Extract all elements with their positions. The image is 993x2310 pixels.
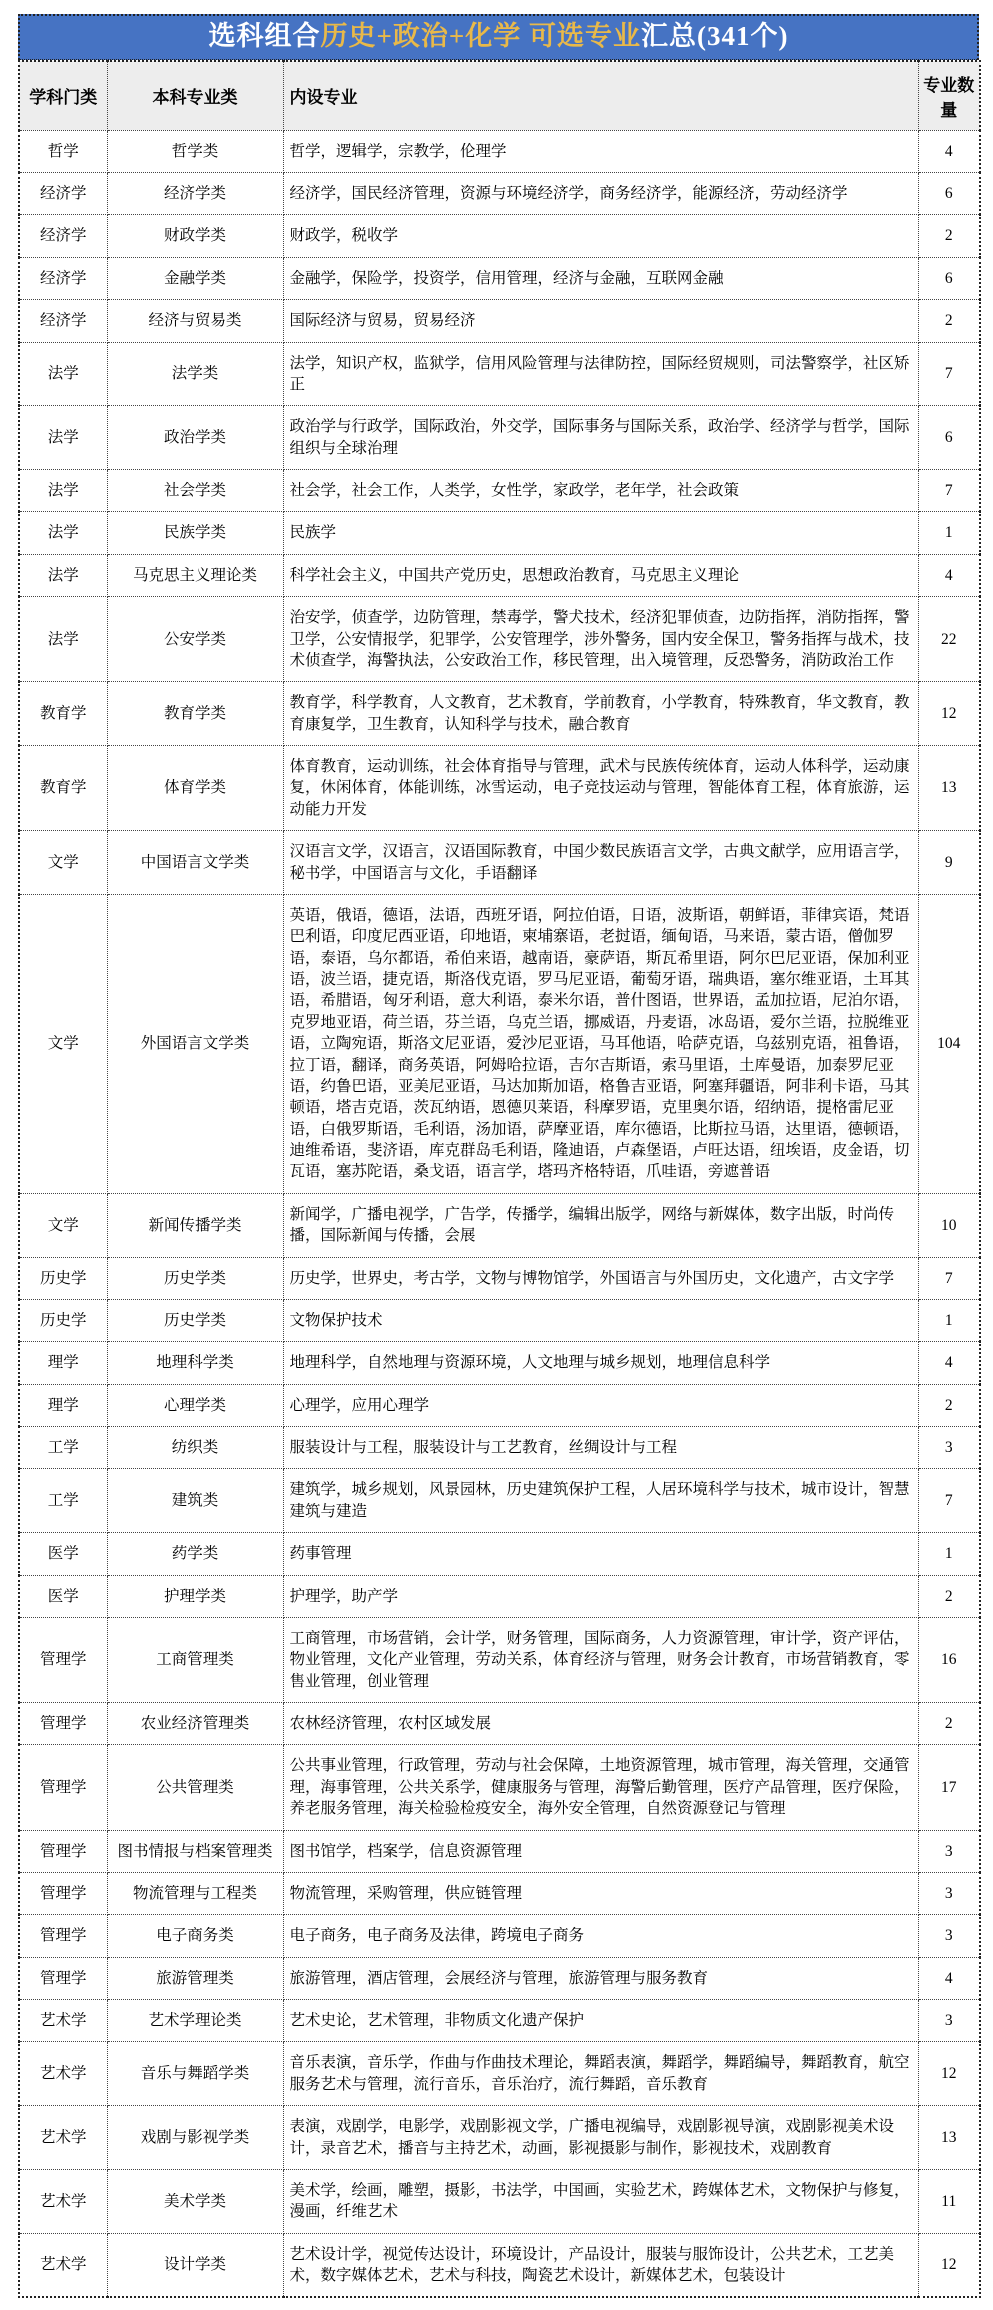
subject-category-cell: 法学 (19, 597, 107, 682)
subject-category-cell: 理学 (19, 1342, 107, 1384)
major-class-cell: 心理学类 (107, 1384, 283, 1426)
major-count-cell: 9 (918, 831, 980, 895)
table-body (19, 130, 980, 2297)
majors-list-cell: 法学，知识产权，监狱学，信用风险管理与法律防控，国际经贸规则，司法警察学，社区矫正 (283, 342, 918, 406)
subject-category-cell: 文学 (19, 894, 107, 1193)
header-major-count: 专业数量 (918, 61, 980, 131)
majors-list-cell: 金融学，保险学，投资学，信用管理，经济与金融，互联网金融 (283, 257, 918, 299)
major-count-cell: 10 (918, 1193, 980, 1257)
major-class-cell: 经济学类 (107, 173, 283, 215)
subject-category-cell: 艺术学 (19, 2042, 107, 2106)
major-count-cell: 16 (918, 1617, 980, 1702)
subject-category-cell: 管理学 (19, 1703, 107, 1745)
majors-list-cell: 建筑学，城乡规划，风景园林，历史建筑保护工程，人居环境科学与技术，城市设计，智慧建筑与建造 (283, 1469, 918, 1533)
table-row (19, 2106, 980, 2170)
subject-category-cell: 工学 (19, 1427, 107, 1469)
table-row (19, 1193, 980, 1257)
major-class-cell: 戏剧与影视学类 (107, 2106, 283, 2170)
table-row (19, 1745, 980, 1830)
subject-category-cell: 医学 (19, 1575, 107, 1617)
majors-list-cell: 教育学，科学教育，人文教育，艺术教育，学前教育，小学教育，特殊教育，华文教育，教育康复学，卫生教育，认知科学与技术，融合教育 (283, 682, 918, 746)
major-class-cell: 物流管理与工程类 (107, 1872, 283, 1914)
major-count-cell: 6 (918, 406, 980, 470)
major-count-cell: 104 (918, 894, 980, 1193)
majors-list-cell: 公共事业管理，行政管理，劳动与社会保障，土地资源管理，城市管理，海关管理，交通管理，海事管理，公共关系学，健康服务与管理，海警后勤管理，医疗产品管理，医疗保险，养老服务管理，海关检验检疫安全，海外安全管理，自然资源登记与管理 (283, 1745, 918, 1830)
majors-list-cell: 旅游管理，酒店管理，会展经济与管理，旅游管理与服务教育 (283, 1957, 918, 1999)
major-count-cell: 3 (918, 2000, 980, 2042)
majors-list-cell: 经济学，国民经济管理，资源与环境经济学，商务经济学，能源经济，劳动经济学 (283, 173, 918, 215)
major-class-cell: 历史学类 (107, 1257, 283, 1299)
major-class-cell: 法学类 (107, 342, 283, 406)
major-class-cell: 艺术学理论类 (107, 2000, 283, 2042)
majors-list-cell: 艺术史论，艺术管理，非物质文化遗产保护 (283, 2000, 918, 2042)
majors-list-cell: 哲学，逻辑学，宗教学，伦理学 (283, 130, 918, 172)
major-count-cell: 12 (918, 2233, 980, 2297)
title-selectable-majors: 可选专业 (521, 21, 642, 51)
major-class-cell: 教育学类 (107, 682, 283, 746)
major-class-cell: 经济与贸易类 (107, 300, 283, 342)
major-count-cell: 3 (918, 1872, 980, 1914)
majors-list-cell: 艺术设计学，视觉传达设计，环境设计，产品设计，服装与服饰设计，公共艺术，工艺美术，数字媒体艺术，艺术与科技，陶瓷艺术设计，新媒体艺术，包装设计 (283, 2233, 918, 2297)
major-count-cell: 22 (918, 597, 980, 682)
table-row (19, 470, 980, 512)
majors-list-cell: 服装设计与工程，服装设计与工艺教育，丝绸设计与工程 (283, 1427, 918, 1469)
major-class-cell: 药学类 (107, 1533, 283, 1575)
major-class-cell: 社会学类 (107, 470, 283, 512)
table-row (19, 1427, 980, 1469)
majors-list-cell: 文物保护技术 (283, 1299, 918, 1341)
header-major-class: 本科专业类 (107, 61, 283, 131)
table-row (19, 342, 980, 406)
majors-list-cell: 治安学，侦查学，边防管理，禁毒学，警犬技术，经济犯罪侦查，边防指挥，消防指挥，警卫学，公安情报学，犯罪学，公安管理学，涉外警务，国内安全保卫，警务指挥与战术，技术侦查学，海警执法，公安政治工作，移民管理，出入境管理，反恐警务，消防政治工作 (283, 597, 918, 682)
subject-category-cell: 法学 (19, 342, 107, 406)
subject-category-cell: 经济学 (19, 215, 107, 257)
table-row (19, 1830, 980, 1872)
subject-category-cell: 艺术学 (19, 2169, 107, 2233)
major-count-cell: 4 (918, 1342, 980, 1384)
subject-category-cell: 法学 (19, 470, 107, 512)
table-row (19, 2169, 980, 2233)
subject-category-cell: 经济学 (19, 300, 107, 342)
major-count-cell: 7 (918, 1469, 980, 1533)
subject-category-cell: 管理学 (19, 1872, 107, 1914)
table-row (19, 894, 980, 1193)
header-subject-category: 学科门类 (19, 61, 107, 131)
major-count-cell: 2 (918, 300, 980, 342)
major-class-cell: 建筑类 (107, 1469, 283, 1533)
major-class-cell: 美术学类 (107, 2169, 283, 2233)
table-row (19, 1533, 980, 1575)
major-class-cell: 体育学类 (107, 746, 283, 831)
major-class-cell: 工商管理类 (107, 1617, 283, 1702)
major-class-cell: 护理学类 (107, 1575, 283, 1617)
major-class-cell: 金融学类 (107, 257, 283, 299)
major-class-cell: 图书情报与档案管理类 (107, 1830, 283, 1872)
major-class-cell: 政治学类 (107, 406, 283, 470)
majors-list-cell: 药事管理 (283, 1533, 918, 1575)
table-row (19, 1469, 980, 1533)
majors-list-cell: 社会学，社会工作，人类学，女性学，家政学，老年学，社会政策 (283, 470, 918, 512)
majors-list-cell: 音乐表演，音乐学，作曲与作曲技术理论，舞蹈表演，舞蹈学，舞蹈编导，舞蹈教育，航空服务艺术与管理，流行音乐，音乐治疗，流行舞蹈，音乐教育 (283, 2042, 918, 2106)
majors-list-cell: 财政学，税收学 (283, 215, 918, 257)
majors-list-cell: 护理学，助产学 (283, 1575, 918, 1617)
major-class-cell: 马克思主义理论类 (107, 554, 283, 596)
major-class-cell: 公安学类 (107, 597, 283, 682)
subject-category-cell: 历史学 (19, 1299, 107, 1341)
major-class-cell: 音乐与舞蹈学类 (107, 2042, 283, 2106)
major-class-cell: 旅游管理类 (107, 1957, 283, 1999)
subject-category-cell: 文学 (19, 831, 107, 895)
majors-list-cell: 英语，俄语，德语，法语，西班牙语，阿拉伯语，日语，波斯语，朝鲜语，菲律宾语，梵语巴利语，印度尼西亚语，印地语，柬埔寨语，老挝语，缅甸语，马来语，蒙古语，僧伽罗语，泰语，乌尔都语，希伯来语，越南语，豪萨语，斯瓦希里语，阿尔巴尼亚语，保加利亚语，波兰语，捷克语，斯洛伐克语，罗马尼亚语，葡萄牙语，瑞典语，塞尔维亚语，土耳其语，希腊语，匈牙利语，意大利语，泰米尔语，普什图语，世界语，孟加拉语，尼泊尔语，克罗地亚语，荷兰语，芬兰语，乌克兰语，挪威语，丹麦语，冰岛语，爱尔兰语，拉脱维亚语，立陶宛语，斯洛文尼亚语，爱沙尼亚语，马耳他语，哈萨克语，乌兹别克语，祖鲁语，拉丁语，翻译，商务英语，阿姆哈拉语，吉尔吉斯语，索马里语，土库曼语，加泰罗尼亚语，约鲁巴语，亚美尼亚语，马达加斯加语，格鲁吉亚语，阿塞拜疆语，阿非利卡语，马其顿语，塔吉克语，茨瓦纳语，恩德贝莱语，科摩罗语，克里奥尔语，绍纳语，提格雷尼亚语，白俄罗斯语，毛利语，汤加语，萨摩亚语，库尔德语，比斯拉马语，达里语，德顿语，迪维希语，斐济语，库克群岛毛利语，隆迪语，卢森堡语，卢旺达语，纽埃语，皮金语，切瓦语，塞苏陀语，桑戈语，语言学，塔玛齐格特语，爪哇语，旁遮普语 (283, 894, 918, 1193)
major-class-cell: 设计学类 (107, 2233, 283, 2297)
majors-list-cell: 汉语言文学，汉语言，汉语国际教育，中国少数民族语言文学，古典文献学，应用语言学，秘书学，中国语言与文化，手语翻译 (283, 831, 918, 895)
major-class-cell: 哲学类 (107, 130, 283, 172)
table-row (19, 1915, 980, 1957)
majors-list-cell: 心理学，应用心理学 (283, 1384, 918, 1426)
subject-category-cell: 教育学 (19, 746, 107, 831)
subject-category-cell: 历史学 (19, 1257, 107, 1299)
table-row (19, 1575, 980, 1617)
table-row (19, 2000, 980, 2042)
majors-list-cell: 政治学与行政学，国际政治，外交学，国际事务与国际关系，政治学、经济学与哲学，国际组织与全球治理 (283, 406, 918, 470)
majors-list-cell: 农林经济管理，农村区域发展 (283, 1703, 918, 1745)
subject-category-cell: 管理学 (19, 1915, 107, 1957)
subject-category-cell: 艺术学 (19, 2233, 107, 2297)
table-row (19, 406, 980, 470)
subject-category-cell: 理学 (19, 1384, 107, 1426)
major-count-cell: 3 (918, 1427, 980, 1469)
major-count-cell: 2 (918, 1575, 980, 1617)
major-count-cell: 1 (918, 1299, 980, 1341)
major-count-cell: 2 (918, 1384, 980, 1426)
major-count-cell: 6 (918, 257, 980, 299)
major-class-cell: 公共管理类 (107, 1745, 283, 1830)
header-majors-list: 内设专业 (283, 61, 918, 131)
major-count-cell: 4 (918, 130, 980, 172)
majors-list-cell: 新闻学，广播电视学，广告学，传播学，编辑出版学，网络与新媒体，数字出版，时尚传播，国际新闻与传播，会展 (283, 1193, 918, 1257)
major-count-cell: 13 (918, 746, 980, 831)
table-row (19, 2042, 980, 2106)
major-count-cell: 17 (918, 1745, 980, 1830)
major-class-cell: 民族学类 (107, 512, 283, 554)
major-count-cell: 7 (918, 342, 980, 406)
major-class-cell: 财政学类 (107, 215, 283, 257)
subject-category-cell: 经济学 (19, 173, 107, 215)
major-count-cell: 4 (918, 554, 980, 596)
subject-category-cell: 经济学 (19, 257, 107, 299)
major-count-cell: 11 (918, 2169, 980, 2233)
majors-list-cell: 电子商务，电子商务及法律，跨境电子商务 (283, 1915, 918, 1957)
major-count-cell: 6 (918, 173, 980, 215)
subject-category-cell: 法学 (19, 406, 107, 470)
table-row (19, 1299, 980, 1341)
major-count-cell: 4 (918, 1957, 980, 1999)
major-count-cell: 12 (918, 682, 980, 746)
table-row (19, 1342, 980, 1384)
subject-category-cell: 文学 (19, 1193, 107, 1257)
subject-category-cell: 管理学 (19, 1745, 107, 1830)
major-count-cell: 2 (918, 215, 980, 257)
table-row (19, 554, 980, 596)
subject-category-cell: 教育学 (19, 682, 107, 746)
majors-list-cell: 国际经济与贸易，贸易经济 (283, 300, 918, 342)
major-class-cell: 电子商务类 (107, 1915, 283, 1957)
table-row (19, 746, 980, 831)
majors-list-cell: 历史学，世界史，考古学，文物与博物馆学，外国语言与外国历史，文化遗产，古文字学 (283, 1257, 918, 1299)
table-row (19, 257, 980, 299)
subject-category-cell: 工学 (19, 1469, 107, 1533)
subject-category-cell: 医学 (19, 1533, 107, 1575)
majors-list-cell: 地理科学，自然地理与资源环境，人文地理与城乡规划，地理信息科学 (283, 1342, 918, 1384)
major-count-cell: 2 (918, 1703, 980, 1745)
majors-list-cell: 民族学 (283, 512, 918, 554)
major-class-cell: 外国语言文学类 (107, 894, 283, 1193)
major-class-cell: 历史学类 (107, 1299, 283, 1341)
major-count-cell: 3 (918, 1915, 980, 1957)
subject-category-cell: 管理学 (19, 1957, 107, 1999)
subject-category-cell: 法学 (19, 554, 107, 596)
majors-table (18, 60, 981, 2299)
subject-category-cell: 管理学 (19, 1830, 107, 1872)
subject-category-cell: 艺术学 (19, 2000, 107, 2042)
majors-list-cell: 图书馆学，档案学，信息资源管理 (283, 1830, 918, 1872)
majors-list-cell: 美术学，绘画，雕塑，摄影，书法学，中国画，实验艺术，跨媒体艺术，文物保护与修复，漫画，纤维艺术 (283, 2169, 918, 2233)
majors-list-cell: 表演，戏剧学，电影学，戏剧影视文学，广播电视编导，戏剧影视导演，戏剧影视美术设计，录音艺术，播音与主持艺术，动画，影视摄影与制作，影视技术，戏剧教育 (283, 2106, 918, 2170)
major-class-cell: 农业经济管理类 (107, 1703, 283, 1745)
title-prefix: 选科组合 (208, 21, 321, 51)
subject-category-cell: 哲学 (19, 130, 107, 172)
major-count-cell: 1 (918, 512, 980, 554)
table-header-row (19, 61, 980, 131)
subject-category-cell: 法学 (19, 512, 107, 554)
title-subject-combo: 历史+政治+化学 (320, 21, 522, 51)
title-suffix: 汇总(341个) (641, 21, 789, 51)
table-row (19, 1872, 980, 1914)
table-row (19, 682, 980, 746)
majors-list-cell: 工商管理，市场营销，会计学，财务管理，国际商务，人力资源管理，审计学，资产评估，物业管理，文化产业管理，劳动关系，体育经济与管理，财务会计教育，市场营销教育，零售业管理，创业管理 (283, 1617, 918, 1702)
table-row (19, 597, 980, 682)
table-row (19, 1617, 980, 1702)
table-row (19, 300, 980, 342)
major-class-cell: 中国语言文学类 (107, 831, 283, 895)
majors-list-cell: 体育教育，运动训练，社会体育指导与管理，武术与民族传统体育，运动人体科学，运动康复，休闲体育，体能训练，冰雪运动，电子竞技运动与管理，智能体育工程，体育旅游，运动能力开发 (283, 746, 918, 831)
major-count-cell: 12 (918, 2042, 980, 2106)
major-count-cell: 3 (918, 1830, 980, 1872)
major-count-cell: 7 (918, 470, 980, 512)
major-count-cell: 1 (918, 1533, 980, 1575)
major-count-cell: 7 (918, 1257, 980, 1299)
table-row (19, 831, 980, 895)
majors-list-cell: 物流管理，采购管理，供应链管理 (283, 1872, 918, 1914)
table-row (19, 1384, 980, 1426)
major-class-cell: 地理科学类 (107, 1342, 283, 1384)
table-row (19, 1957, 980, 1999)
page-title (18, 14, 979, 60)
subject-category-cell: 艺术学 (19, 2106, 107, 2170)
table-row (19, 2233, 980, 2297)
subject-category-cell: 管理学 (19, 1617, 107, 1702)
table-row (19, 130, 980, 172)
major-class-cell: 新闻传播学类 (107, 1193, 283, 1257)
majors-list-cell: 科学社会主义，中国共产党历史，思想政治教育，马克思主义理论 (283, 554, 918, 596)
table-row (19, 1703, 980, 1745)
table-row (19, 1257, 980, 1299)
major-class-cell: 纺织类 (107, 1427, 283, 1469)
table-row (19, 215, 980, 257)
major-count-cell: 13 (918, 2106, 980, 2170)
table-row (19, 173, 980, 215)
table-row (19, 512, 980, 554)
